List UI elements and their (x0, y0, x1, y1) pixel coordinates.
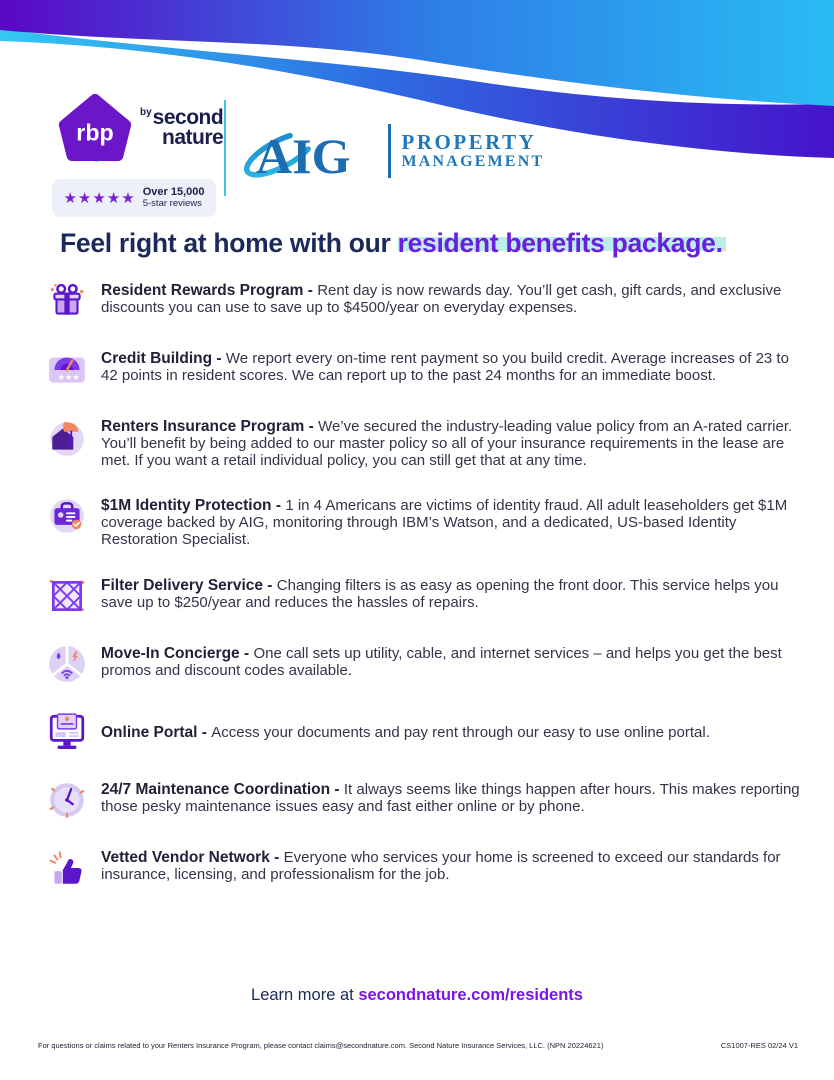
benefit-description: Everyone who services your home is screened to exceed our standards for insurance, licensing, and professionalism for the job. (101, 848, 781, 883)
benefit-title: Move-In Concierge - (101, 644, 254, 662)
benefit-description: One call sets up utility, cable, and internet services – and helps you get the best promos and discount codes available. (101, 644, 782, 679)
rbp-logo-icon (52, 90, 138, 175)
second-nature-wordmark: $^{by}$second nature (140, 106, 224, 149)
reviews-label: 5-star reviews (142, 197, 202, 209)
learn-more-link[interactable]: secondnature.com/residents (358, 986, 583, 1004)
benefit-vetted-vendors (46, 850, 802, 889)
thumbs-up-icon (46, 847, 88, 889)
benefit-title: Filter Delivery Service - (101, 576, 277, 594)
benefit-title: Online Portal - (101, 723, 212, 741)
svg-text:★: ★ (64, 372, 73, 383)
benefit-title: Renters Insurance Program - (101, 418, 319, 435)
benefit-filter-delivery (46, 578, 802, 617)
benefit-move-in-concierge (46, 646, 802, 685)
logo-divider (224, 100, 226, 196)
document-code: CS1007-RES 02/24 V1 (720, 1041, 798, 1050)
aig-word-property: PROPERTY (401, 130, 537, 155)
monitor-icon (46, 711, 88, 753)
benefit-description: 1 in 4 Americans are victims of identity fraud. All adult leaseholders get $1M coverage backed by AIG, monitoring through IBM’s Watson, and a dedicated, US-based Identity Restoration Specialist. (101, 497, 788, 548)
benefit-title: Resident Rewards Program - (101, 282, 318, 299)
benefits-list (46, 283, 802, 918)
benefit-description: We’ve secured the industry-leading value policy from an A-rated carrier. You’ll benefit by being added to our master policy so all of your insurance requirements in the lease are met. If you want a retail individual policy, you can still get that at any time. (101, 418, 793, 469)
reviews-badge (52, 179, 216, 217)
reviews-count: Over 15,000 (142, 186, 205, 199)
benefit-description: It always seems like things happen after hours. This makes reporting those pesky maintenance issues easy and fast either online or by phone. (101, 780, 800, 815)
page-title-highlight: resident benefits package. (398, 228, 726, 258)
aig-word-management: MANAGEMENT (401, 152, 545, 170)
utilities-icon (46, 643, 88, 685)
clock-icon (46, 779, 88, 821)
benefit-title: Vetted Vendor Network - (101, 848, 284, 866)
svg-text:rbp: rbp (76, 119, 114, 146)
benefit-description: Changing filters is as easy as opening the front door. This service helps you save up to $250/year and reduces the hassles of repairs. (101, 576, 779, 611)
air-filter-icon (46, 575, 88, 617)
benefit-maintenance (46, 782, 802, 821)
benefit-description: Rent day is now rewards day. You’ll get cash, gift cards, and exclusive discounts you can use to save up to $4500/year on everyday expenses. (101, 282, 782, 316)
benefit-description: Access your documents and pay rent through our easy to use online portal. (211, 723, 710, 741)
aig-logo-divider (388, 124, 391, 178)
benefit-resident-rewards (46, 283, 802, 322)
benefit-description: We report every on-time rent payment so you build credit. Average increases of 23 to 42 points in resident scores. We can report up to the past 24 months for an immediate boost. (101, 350, 789, 384)
benefit-title: Credit Building - (101, 350, 226, 367)
benefit-credit-building (46, 351, 802, 390)
rbp-brand-block (52, 90, 222, 217)
page-title: Feel right at home with our resident benefits package. (60, 228, 800, 259)
five-stars-icon: ★★★★★ (63, 189, 136, 207)
benefit-renters-insurance (46, 419, 802, 469)
benefit-title: $1M Identity Protection - (101, 497, 286, 515)
aig-logo (242, 112, 544, 190)
aig-swoosh-icon (242, 112, 384, 190)
svg-text:★: ★ (57, 372, 66, 383)
benefit-identity-protection (46, 498, 802, 548)
id-card-icon (46, 495, 88, 537)
gift-icon (46, 280, 88, 322)
credit-gauge-icon (46, 348, 88, 390)
svg-text:★: ★ (72, 372, 80, 383)
legal-text: For questions or claims related to your Renters Insurance Program, please contact claims@secondnature.com. Second Nature Insurance Services, LLC. (NPN 20224621) (38, 1041, 604, 1050)
benefit-title: 24/7 Maintenance Coordination - (101, 780, 344, 798)
umbrella-house-icon (46, 416, 88, 458)
benefit-online-portal (46, 714, 802, 753)
learn-more-line: Learn more at secondnature.com/residents (251, 986, 583, 1004)
aig-initials: AIG (256, 128, 351, 184)
